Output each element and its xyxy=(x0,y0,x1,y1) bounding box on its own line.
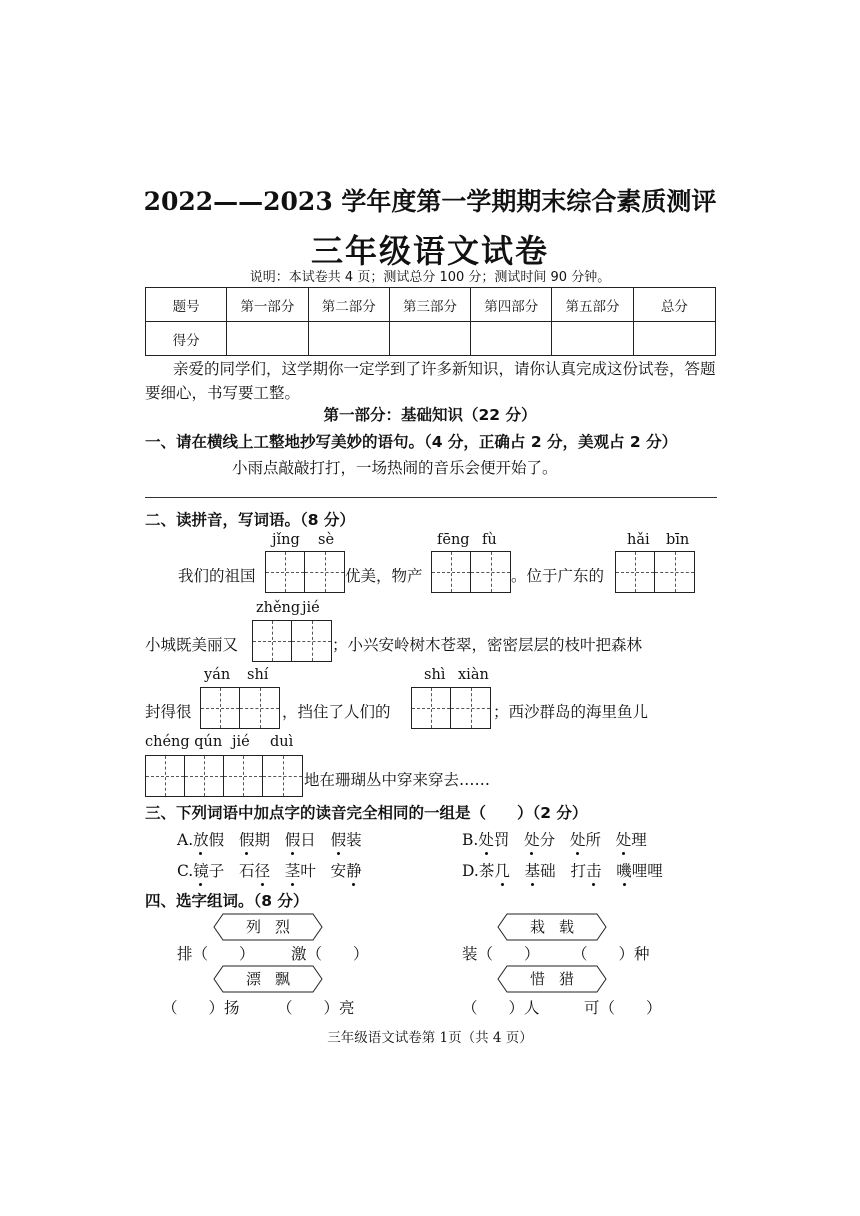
pinyin: shí xyxy=(247,667,269,683)
option-label: B. xyxy=(462,831,479,849)
char-choice-tag xyxy=(497,913,607,941)
exam-subtitle: 三年级语文试卷 xyxy=(310,232,549,270)
score-table-header-cell: 总分 xyxy=(633,288,715,322)
dotted-char: 静 xyxy=(346,859,362,881)
q2-text: 我们的祖国 xyxy=(178,567,256,585)
char: 茶 xyxy=(478,862,495,880)
pinyin: hǎi xyxy=(627,532,650,548)
dotted-char: 处 xyxy=(616,828,632,850)
q4-blank[interactable]: 装（ ） xyxy=(462,945,540,963)
q2-text: ，挡住了人们的 xyxy=(282,703,391,721)
pinyin: sè xyxy=(318,532,335,548)
char: 哩哩 xyxy=(631,862,663,880)
char: 石 xyxy=(239,862,255,880)
q2-text: 地在珊瑚丛中穿来穿去…… xyxy=(304,771,491,789)
q2-text: 小城既美丽又 xyxy=(145,636,239,654)
pinyin: xiàn xyxy=(458,667,489,683)
score-table-header-cell: 第五部分 xyxy=(552,288,633,322)
dotted-char: 几 xyxy=(494,859,510,881)
dotted-char: 基 xyxy=(525,859,541,881)
pinyin: chéng qún xyxy=(145,734,223,750)
q3-option-d[interactable] xyxy=(462,859,663,881)
option-label: A. xyxy=(177,831,194,849)
char: 装 xyxy=(346,831,362,849)
score-cell[interactable] xyxy=(633,322,715,356)
score-table xyxy=(145,287,716,356)
dotted-char: 处 xyxy=(570,828,586,850)
score-cell[interactable] xyxy=(471,322,552,356)
pinyin: duì xyxy=(270,734,294,750)
dotted-char: 假 xyxy=(285,828,301,850)
dotted-char: 茎 xyxy=(285,859,301,881)
score-table-score-row xyxy=(146,322,716,356)
part1-title: 第一部分：基础知识（22 分） xyxy=(323,406,537,424)
pinyin: jié xyxy=(302,600,320,616)
score-cell[interactable] xyxy=(389,322,470,356)
pinyin: yán xyxy=(204,667,231,683)
writing-grid[interactable] xyxy=(200,687,280,729)
q4-blank[interactable]: （ ）扬 xyxy=(162,999,240,1017)
page-footer: 三年级语文试卷第 1页（共 4 页） xyxy=(327,1030,533,1046)
q3-option-a[interactable] xyxy=(177,828,362,850)
tag-chars: 栽载 xyxy=(529,918,588,936)
tag-chars: 惜猎 xyxy=(529,970,588,988)
q4-blank[interactable]: 可（ ） xyxy=(584,999,662,1017)
pinyin: jié xyxy=(232,734,250,750)
q4-blank[interactable]: 激（ ） xyxy=(291,945,369,963)
char: 所 xyxy=(585,831,601,849)
char: 理 xyxy=(631,831,647,849)
dotted-char: 假 xyxy=(331,828,347,850)
pinyin: fēng xyxy=(437,532,470,548)
exam-note: 说明：本试卷共 4 页；测试总分 100 分；测试时间 90 分钟。 xyxy=(249,270,611,285)
char: 础 xyxy=(540,862,556,880)
pinyin: fù xyxy=(482,532,497,548)
char: 安 xyxy=(330,862,347,880)
intro-paragraph: 亲爱的同学们，这学期你一定学到了许多新知识，请你认真完成这份试卷，答题要细心，书写要工整。 xyxy=(145,360,716,402)
q2-text: 。位于广东的 xyxy=(511,567,605,585)
dotted-char: 放 xyxy=(193,828,209,850)
writing-grid[interactable] xyxy=(145,755,303,797)
score-cell[interactable] xyxy=(552,322,633,356)
tag-chars: 漂飘 xyxy=(245,970,304,988)
dotted-char: 假 xyxy=(239,828,255,850)
q3-title: 三、下列词语中加点字的读音完全相同的一组是（ ）（2 分） xyxy=(145,804,588,822)
dotted-char: 径 xyxy=(255,859,271,881)
char: 假 xyxy=(208,831,225,849)
dotted-char: 镜 xyxy=(193,859,209,881)
q2-text: 封得很 xyxy=(145,703,192,721)
q4-blank[interactable]: 排（ ） xyxy=(177,945,255,963)
dotted-char: 嘰 xyxy=(616,859,632,881)
q4-blank[interactable]: （ ）人 xyxy=(462,999,540,1017)
option-label: C. xyxy=(177,862,194,880)
q3-option-c[interactable] xyxy=(177,859,362,881)
q1-answer-line[interactable] xyxy=(145,497,717,498)
char: 日 xyxy=(300,831,316,849)
q2-text: 优美，物产 xyxy=(345,567,423,585)
pinyin: bīn xyxy=(666,532,690,548)
pinyin: shì xyxy=(424,667,446,683)
score-table-header-cell: 第二部分 xyxy=(308,288,389,322)
score-table-header-row xyxy=(146,288,716,322)
q4-blank[interactable]: （ ）种 xyxy=(572,945,650,963)
q2-text: ；西沙群岛的海里鱼儿 xyxy=(493,703,649,721)
option-label: D. xyxy=(462,862,479,880)
q4-blank[interactable]: （ ）亮 xyxy=(277,999,355,1017)
dotted-char: 击 xyxy=(586,859,602,881)
writing-grid[interactable] xyxy=(252,620,332,662)
score-table-header-cell: 第三部分 xyxy=(389,288,470,322)
char: 分 xyxy=(539,831,556,849)
score-cell[interactable] xyxy=(308,322,389,356)
tag-chars: 列烈 xyxy=(245,918,304,936)
char-choice-tag xyxy=(497,965,607,993)
char: 期 xyxy=(254,831,270,849)
char-choice-tag xyxy=(213,913,323,941)
dotted-char: 处 xyxy=(524,828,540,850)
writing-grid[interactable] xyxy=(431,551,511,593)
score-row-label: 得分 xyxy=(146,322,227,356)
q4-title: 四、选字组词。（8 分） xyxy=(145,892,309,910)
score-cell[interactable] xyxy=(227,322,308,356)
char: 叶 xyxy=(300,862,316,880)
score-table-header-cell: 第四部分 xyxy=(471,288,552,322)
q2-title: 二、读拼音，写词语。（8 分） xyxy=(145,511,355,529)
q3-option-b[interactable] xyxy=(462,828,647,850)
char-choice-tag xyxy=(213,965,323,993)
exam-title: 2022——2023 学年度第一学期期末综合素质测评 xyxy=(143,187,717,216)
score-table-header-cell: 题号 xyxy=(146,288,227,322)
q2-text: ；小兴安岭树木苍翠，密密层层的枝叶把森林 xyxy=(332,636,643,654)
pinyin: zhěng xyxy=(256,600,301,616)
q1-sentence: 小雨点敲敲打打，一场热闹的音乐会便开始了。 xyxy=(232,459,558,477)
q1-title: 一、请在横线上工整地抄写美妙的语句。（4 分，正确占 2 分，美观占 2 分） xyxy=(145,433,678,451)
pinyin: jǐng xyxy=(272,532,300,548)
writing-grid[interactable] xyxy=(615,551,695,593)
char: 子 xyxy=(208,862,225,880)
char: 打 xyxy=(570,862,586,880)
writing-grid[interactable] xyxy=(411,687,491,729)
score-table-header-cell: 第一部分 xyxy=(227,288,308,322)
dotted-char: 处 xyxy=(478,828,494,850)
char: 罚 xyxy=(493,831,510,849)
writing-grid[interactable] xyxy=(265,551,345,593)
